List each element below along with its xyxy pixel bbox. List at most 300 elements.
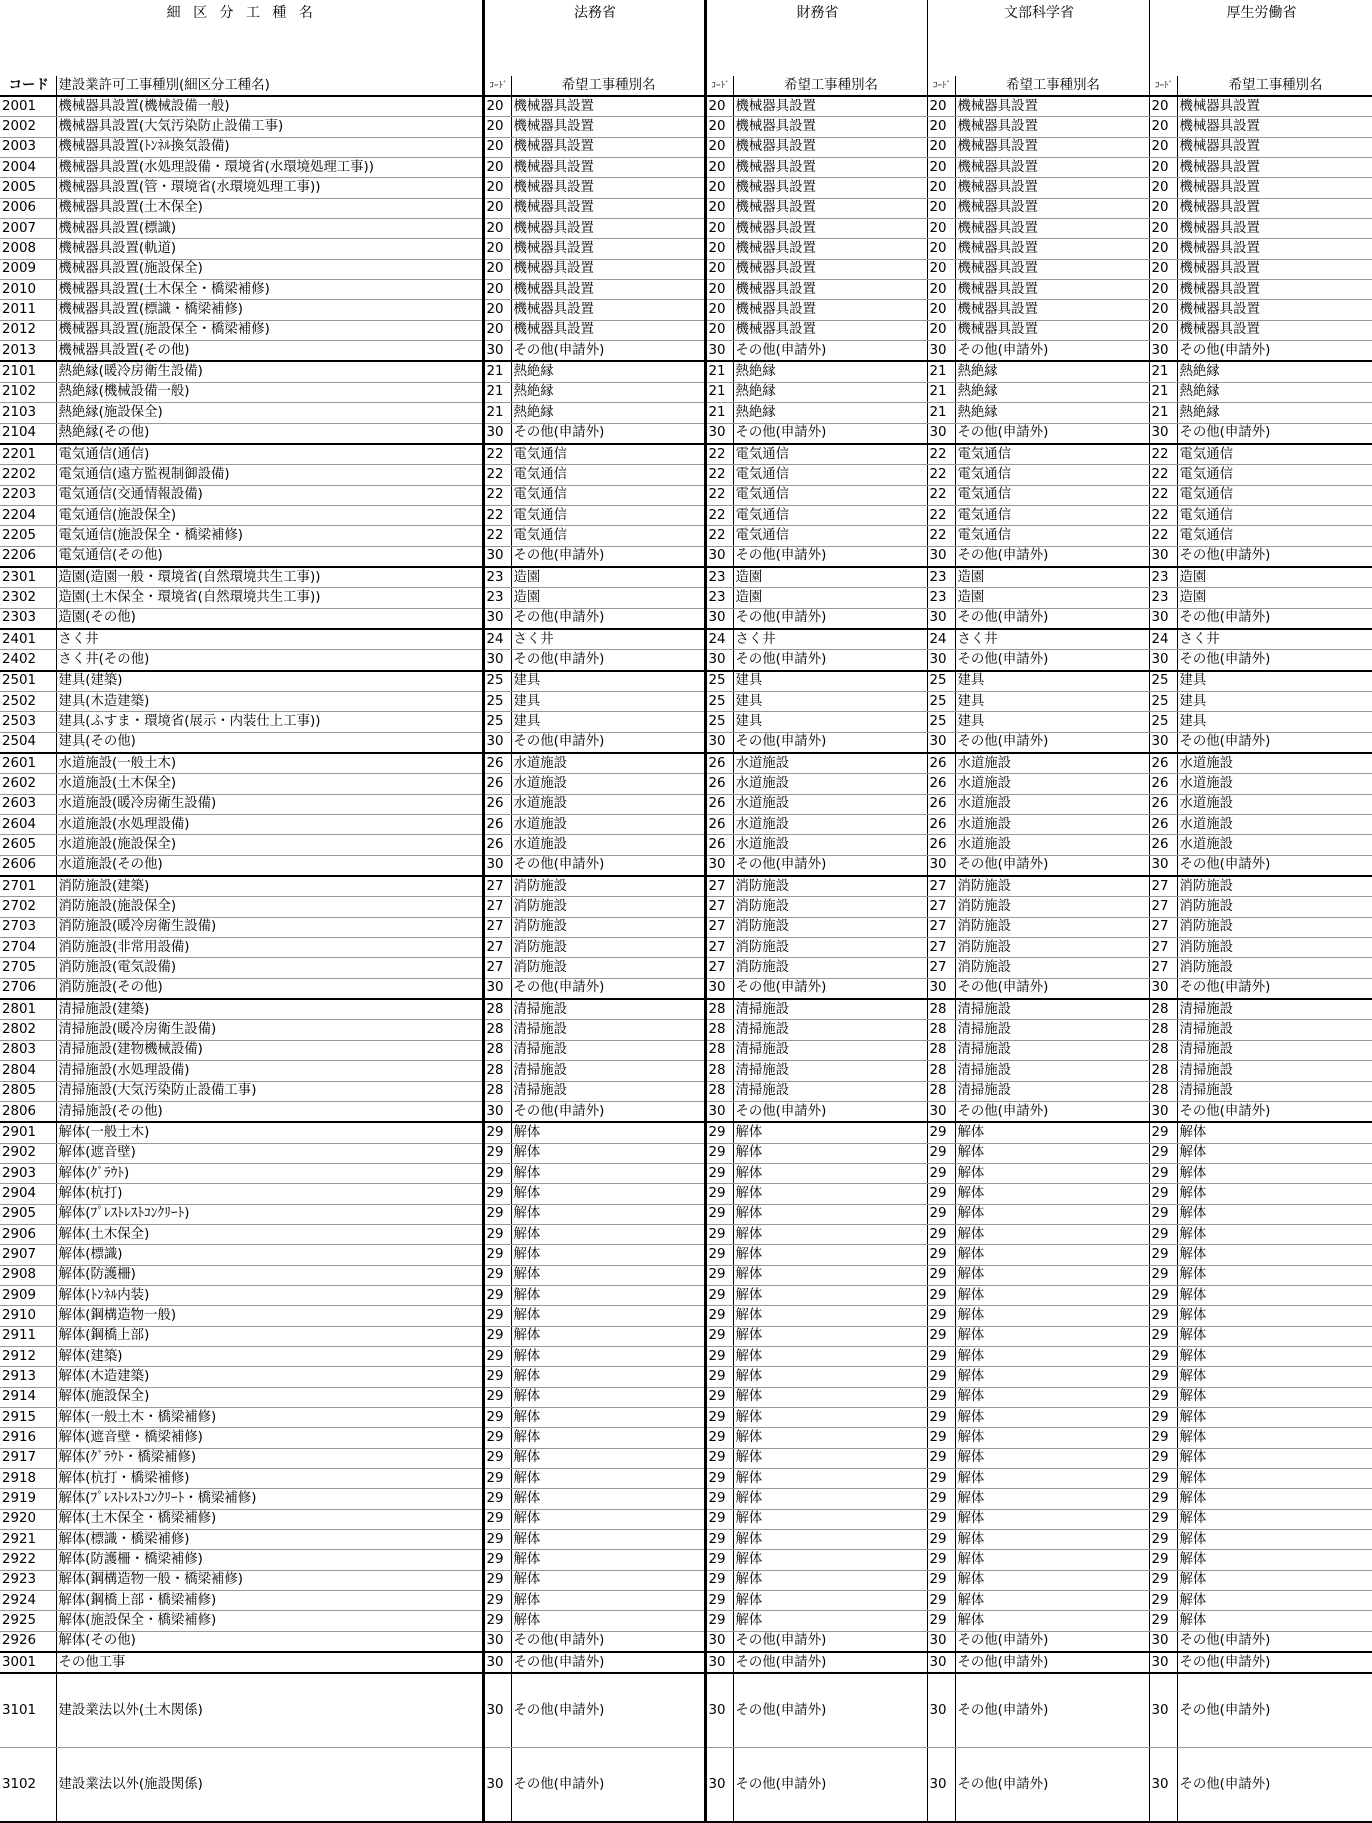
- row-kname: 解体: [955, 1163, 1149, 1183]
- row-code: 2302: [0, 588, 56, 608]
- row-kname: 造園: [733, 567, 927, 588]
- row-name: 清掃施設(暖冷房衛生設備): [56, 1020, 483, 1040]
- col-kname-header: 希望工事種別名: [1177, 76, 1372, 96]
- row-name: 建具(ふすま・環境省(展示・内装仕上工事)): [56, 712, 483, 732]
- row-kcode: 26: [927, 774, 955, 794]
- table-row: [0, 958, 1372, 978]
- table-row: [0, 753, 1372, 774]
- row-name: 機械器具設置(施設保全・橋梁補修): [56, 320, 483, 340]
- row-kcode: 20: [927, 239, 955, 259]
- row-name: 解体(ﾌﾟﾚｽﾄﾚｽﾄｺﾝｸﾘｰﾄ): [56, 1204, 483, 1224]
- row-kcode: 22: [705, 444, 733, 465]
- row-kcode: 29: [705, 1489, 733, 1509]
- row-kname: 建具: [511, 671, 705, 692]
- row-code: 2912: [0, 1346, 56, 1366]
- row-kcode: 29: [1149, 1204, 1177, 1224]
- row-kname: 解体: [733, 1489, 927, 1509]
- row-kcode: 29: [927, 1163, 955, 1183]
- row-kname: 熱絶縁: [733, 403, 927, 423]
- table-row: [0, 917, 1372, 937]
- row-kname: 機械器具設置: [511, 280, 705, 300]
- row-kname: 機械器具設置: [955, 137, 1149, 157]
- row-code: 2009: [0, 259, 56, 279]
- row-kname: 機械器具設置: [511, 198, 705, 218]
- row-kcode: 29: [1149, 1224, 1177, 1244]
- row-kname: その他(申請外): [955, 546, 1149, 567]
- ministry-header: 法務省: [483, 0, 705, 76]
- row-kcode: 27: [927, 917, 955, 937]
- row-kcode: 20: [927, 178, 955, 198]
- row-kname: 清掃施設: [1177, 999, 1372, 1020]
- row-name: 解体(施設保全): [56, 1387, 483, 1407]
- row-kcode: 29: [705, 1204, 733, 1224]
- table-row: [0, 117, 1372, 137]
- row-kname: 機械器具設置: [733, 239, 927, 259]
- row-kcode: 21: [705, 403, 733, 423]
- row-kcode: 27: [927, 958, 955, 978]
- row-kcode: 29: [483, 1428, 511, 1448]
- row-code: 2706: [0, 978, 56, 999]
- row-kcode: 20: [1149, 219, 1177, 239]
- row-code: 2917: [0, 1448, 56, 1468]
- row-kcode: 22: [927, 465, 955, 485]
- row-kname: 水道施設: [733, 753, 927, 774]
- row-kname: 機械器具設置: [511, 96, 705, 117]
- row-kname: 機械器具設置: [955, 158, 1149, 178]
- row-kcode: 30: [483, 608, 511, 629]
- row-kname: 熱絶縁: [511, 382, 705, 402]
- row-kcode: 29: [1149, 1285, 1177, 1305]
- row-kname: 水道施設: [1177, 753, 1372, 774]
- row-kname: 解体: [1177, 1611, 1372, 1631]
- row-name: 解体(鋼橋上部・橋梁補修): [56, 1591, 483, 1611]
- row-code: 2908: [0, 1265, 56, 1285]
- row-code: 2705: [0, 958, 56, 978]
- table-row: [0, 239, 1372, 259]
- row-kname: 解体: [511, 1509, 705, 1529]
- row-kname: 機械器具設置: [1177, 239, 1372, 259]
- row-kname: その他(申請外): [733, 650, 927, 671]
- row-code: 2902: [0, 1143, 56, 1163]
- row-name: 消防施設(その他): [56, 978, 483, 999]
- row-kname: その他(申請外): [1177, 732, 1372, 753]
- row-kname: 電気通信: [1177, 465, 1372, 485]
- table-row: [0, 629, 1372, 650]
- row-code: 2805: [0, 1081, 56, 1101]
- row-kcode: 30: [705, 423, 733, 444]
- row-kname: 機械器具設置: [1177, 178, 1372, 198]
- row-kcode: 28: [927, 1081, 955, 1101]
- table-row: [0, 567, 1372, 588]
- row-kname: 消防施設: [733, 897, 927, 917]
- row-kname: その他(申請外): [1177, 1101, 1372, 1122]
- row-kcode: 29: [483, 1224, 511, 1244]
- row-kcode: 23: [483, 567, 511, 588]
- row-kname: 電気通信: [733, 505, 927, 525]
- row-name: 消防施設(非常用設備): [56, 938, 483, 958]
- row-kcode: 28: [1149, 999, 1177, 1020]
- row-kcode: 27: [1149, 897, 1177, 917]
- row-kname: 機械器具設置: [955, 96, 1149, 117]
- row-name: 解体(鋼構造物一般): [56, 1306, 483, 1326]
- row-name: 機械器具設置(水処理設備・環境省(水環境処理工事)): [56, 158, 483, 178]
- row-kname: 建具: [1177, 712, 1372, 732]
- row-code: 2802: [0, 1020, 56, 1040]
- row-kcode: 29: [927, 1224, 955, 1244]
- row-kcode: 25: [483, 691, 511, 711]
- table-row: [0, 588, 1372, 608]
- col-kcode-header: ｺｰﾄﾞ: [1149, 76, 1177, 96]
- row-kcode: 30: [705, 732, 733, 753]
- row-kcode: 25: [927, 712, 955, 732]
- row-kcode: 29: [927, 1489, 955, 1509]
- table-row: [0, 137, 1372, 157]
- row-kcode: 29: [705, 1306, 733, 1326]
- row-kname: 解体: [511, 1306, 705, 1326]
- row-kcode: 29: [705, 1509, 733, 1529]
- row-kcode: 21: [483, 361, 511, 382]
- row-kname: 水道施設: [733, 835, 927, 855]
- row-kname: 解体: [733, 1408, 927, 1428]
- row-kname: 解体: [511, 1285, 705, 1305]
- row-kname: 解体: [955, 1509, 1149, 1529]
- row-kname: 機械器具設置: [511, 117, 705, 137]
- row-kcode: 29: [483, 1448, 511, 1468]
- row-code: 2603: [0, 794, 56, 814]
- table-row: [0, 178, 1372, 198]
- row-kname: その他(申請外): [511, 1101, 705, 1122]
- row-kcode: 21: [705, 382, 733, 402]
- row-code: 2602: [0, 774, 56, 794]
- row-kcode: 25: [705, 671, 733, 692]
- row-kname: 解体: [733, 1265, 927, 1285]
- row-kcode: 29: [1149, 1346, 1177, 1366]
- row-kcode: 26: [705, 774, 733, 794]
- row-code: 2301: [0, 567, 56, 588]
- table-row: [0, 855, 1372, 876]
- row-name: 電気通信(施設保全): [56, 505, 483, 525]
- row-kcode: 29: [927, 1367, 955, 1387]
- row-kname: 解体: [955, 1367, 1149, 1387]
- row-kname: 機械器具設置: [511, 178, 705, 198]
- row-name: 機械器具設置(標識): [56, 219, 483, 239]
- row-kname: 機械器具設置: [733, 280, 927, 300]
- row-kcode: 29: [705, 1163, 733, 1183]
- row-kcode: 20: [483, 320, 511, 340]
- table-row: [0, 1428, 1372, 1448]
- row-kcode: 20: [1149, 117, 1177, 137]
- row-kname: 消防施設: [511, 938, 705, 958]
- row-kcode: 30: [927, 608, 955, 629]
- row-kcode: 29: [483, 1163, 511, 1183]
- row-code: 2005: [0, 178, 56, 198]
- row-kcode: 25: [1149, 712, 1177, 732]
- row-kname: 清掃施設: [1177, 1040, 1372, 1060]
- row-kname: 水道施設: [733, 815, 927, 835]
- table-row: [0, 1346, 1372, 1366]
- row-kcode: 22: [705, 526, 733, 546]
- row-code: 2601: [0, 753, 56, 774]
- row-name: 解体(一般土木・橋梁補修): [56, 1408, 483, 1428]
- row-kcode: 29: [927, 1408, 955, 1428]
- row-kcode: 30: [483, 1101, 511, 1122]
- row-kcode: 30: [927, 1652, 955, 1673]
- row-code: 2910: [0, 1306, 56, 1326]
- row-kname: 電気通信: [733, 465, 927, 485]
- row-kname: 解体: [733, 1367, 927, 1387]
- row-kname: 熱絶縁: [955, 361, 1149, 382]
- table-row: [0, 835, 1372, 855]
- row-kname: 熱絶縁: [955, 403, 1149, 423]
- row-kcode: 22: [927, 526, 955, 546]
- row-name: 電気通信(交通情報設備): [56, 485, 483, 505]
- row-kcode: 30: [1149, 1652, 1177, 1673]
- header-row: [0, 0, 1372, 76]
- table-row: [0, 1163, 1372, 1183]
- row-kcode: 20: [483, 158, 511, 178]
- row-kname: 解体: [733, 1550, 927, 1570]
- row-kcode: 29: [705, 1346, 733, 1366]
- row-kcode: 28: [927, 1020, 955, 1040]
- row-kcode: 28: [927, 999, 955, 1020]
- row-kcode: 30: [483, 1673, 511, 1748]
- row-name: 機械器具設置(軌道): [56, 239, 483, 259]
- row-kcode: 29: [705, 1285, 733, 1305]
- row-kname: 建具: [955, 691, 1149, 711]
- row-kname: 解体: [511, 1611, 705, 1631]
- row-kname: 清掃施設: [955, 1040, 1149, 1060]
- row-kname: 消防施設: [733, 876, 927, 897]
- row-kname: 電気通信: [733, 444, 927, 465]
- row-name: さく井: [56, 629, 483, 650]
- table-row: [0, 1469, 1372, 1489]
- row-kname: 清掃施設: [1177, 1081, 1372, 1101]
- row-kname: その他(申請外): [955, 732, 1149, 753]
- row-kcode: 22: [927, 505, 955, 525]
- row-kcode: 20: [705, 158, 733, 178]
- table-row: [0, 485, 1372, 505]
- row-code: 2916: [0, 1428, 56, 1448]
- row-kname: 機械器具設置: [733, 219, 927, 239]
- row-kname: 機械器具設置: [955, 239, 1149, 259]
- row-name: 解体(施設保全・橋梁補修): [56, 1611, 483, 1631]
- row-kcode: 30: [927, 1101, 955, 1122]
- row-kcode: 20: [483, 219, 511, 239]
- row-kcode: 25: [927, 691, 955, 711]
- row-kcode: 22: [483, 485, 511, 505]
- row-kname: 造園: [1177, 567, 1372, 588]
- row-kname: 機械器具設置: [1177, 259, 1372, 279]
- row-kname: 消防施設: [511, 876, 705, 897]
- table-row: [0, 876, 1372, 897]
- row-kname: 造園: [955, 588, 1149, 608]
- row-kname: 造園: [511, 567, 705, 588]
- row-kcode: 29: [483, 1184, 511, 1204]
- row-kcode: 29: [705, 1591, 733, 1611]
- row-kcode: 30: [927, 1673, 955, 1748]
- table-row: [0, 1061, 1372, 1081]
- row-kcode: 29: [705, 1245, 733, 1265]
- table-row: [0, 444, 1372, 465]
- row-kname: さく井: [733, 629, 927, 650]
- row-kname: 解体: [955, 1591, 1149, 1611]
- table-row: [0, 1652, 1372, 1673]
- row-kname: 解体: [733, 1428, 927, 1448]
- row-kname: 解体: [1177, 1509, 1372, 1529]
- row-kname: 建具: [511, 691, 705, 711]
- row-kcode: 30: [927, 546, 955, 567]
- row-kcode: 28: [1149, 1040, 1177, 1060]
- row-kcode: 20: [1149, 300, 1177, 320]
- row-kname: 電気通信: [1177, 444, 1372, 465]
- row-kcode: 20: [705, 137, 733, 157]
- row-kcode: 29: [705, 1550, 733, 1570]
- row-kcode: 30: [705, 978, 733, 999]
- row-kname: 電気通信: [511, 465, 705, 485]
- row-kname: 電気通信: [511, 526, 705, 546]
- row-kcode: 26: [927, 753, 955, 774]
- row-kcode: 29: [927, 1387, 955, 1407]
- col-kcode-header: ｺｰﾄﾞ: [927, 76, 955, 96]
- row-kcode: 22: [1149, 505, 1177, 525]
- table-row: [0, 978, 1372, 999]
- row-kname: 解体: [511, 1489, 705, 1509]
- row-kcode: 30: [483, 546, 511, 567]
- row-kname: 解体: [955, 1265, 1149, 1285]
- row-kcode: 30: [705, 1101, 733, 1122]
- row-kname: 機械器具設置: [511, 320, 705, 340]
- row-kname: 解体: [733, 1285, 927, 1305]
- row-code: 2001: [0, 96, 56, 117]
- row-kname: その他(申請外): [1177, 650, 1372, 671]
- row-kcode: 27: [483, 938, 511, 958]
- row-kname: 機械器具設置: [511, 137, 705, 157]
- row-kcode: 22: [705, 485, 733, 505]
- row-code: 2922: [0, 1550, 56, 1570]
- row-kname: その他(申請外): [511, 1673, 705, 1748]
- row-code: 2703: [0, 917, 56, 937]
- row-kname: 解体: [511, 1550, 705, 1570]
- row-kname: 解体: [1177, 1367, 1372, 1387]
- col-name-header: 建設業許可工事種別(細区分工種名): [56, 76, 483, 96]
- row-kcode: 30: [1149, 423, 1177, 444]
- row-kname: 機械器具設置: [733, 178, 927, 198]
- table-row: [0, 1570, 1372, 1590]
- row-kcode: 26: [1149, 835, 1177, 855]
- row-kcode: 29: [705, 1184, 733, 1204]
- row-kname: 水道施設: [1177, 774, 1372, 794]
- row-kcode: 28: [927, 1061, 955, 1081]
- row-kname: 解体: [733, 1387, 927, 1407]
- row-kcode: 20: [1149, 280, 1177, 300]
- row-kname: 熱絶縁: [511, 403, 705, 423]
- row-kcode: 29: [483, 1346, 511, 1366]
- row-kname: 解体: [511, 1122, 705, 1143]
- row-kname: 解体: [955, 1306, 1149, 1326]
- row-code: 3102: [0, 1748, 56, 1823]
- row-kcode: 30: [927, 341, 955, 362]
- row-kcode: 28: [483, 1020, 511, 1040]
- row-kname: その他(申請外): [1177, 546, 1372, 567]
- row-kname: 造園: [733, 588, 927, 608]
- row-kname: 消防施設: [511, 958, 705, 978]
- row-kname: 解体: [511, 1367, 705, 1387]
- row-code: 2906: [0, 1224, 56, 1244]
- row-kname: 解体: [1177, 1143, 1372, 1163]
- row-kcode: 30: [927, 650, 955, 671]
- row-kcode: 20: [483, 280, 511, 300]
- row-kcode: 21: [1149, 382, 1177, 402]
- row-kcode: 27: [927, 938, 955, 958]
- row-kname: 解体: [955, 1408, 1149, 1428]
- row-kname: その他(申請外): [1177, 855, 1372, 876]
- row-code: 2701: [0, 876, 56, 897]
- row-kcode: 26: [1149, 815, 1177, 835]
- row-kname: その他(申請外): [733, 1101, 927, 1122]
- row-code: 2012: [0, 320, 56, 340]
- row-kcode: 30: [483, 1631, 511, 1652]
- row-kname: 解体: [511, 1265, 705, 1285]
- row-code: 2605: [0, 835, 56, 855]
- row-kname: 消防施設: [955, 917, 1149, 937]
- row-name: 機械器具設置(標識・橋梁補修): [56, 300, 483, 320]
- ministry-header: 財務省: [705, 0, 927, 76]
- row-kname: 解体: [1177, 1550, 1372, 1570]
- col-kname-header: 希望工事種別名: [733, 76, 927, 96]
- row-kcode: 30: [483, 341, 511, 362]
- row-kcode: 29: [927, 1265, 955, 1285]
- row-kname: 機械器具設置: [955, 259, 1149, 279]
- row-kname: 解体: [1177, 1428, 1372, 1448]
- table-row: [0, 650, 1372, 671]
- row-code: 2011: [0, 300, 56, 320]
- row-kcode: 26: [483, 794, 511, 814]
- row-kname: 解体: [733, 1224, 927, 1244]
- row-kname: 機械器具設置: [1177, 117, 1372, 137]
- row-name: 解体(遮音壁): [56, 1143, 483, 1163]
- row-name: 解体(一般土木): [56, 1122, 483, 1143]
- row-name: 造園(造園一般・環境省(自然環境共生工事)): [56, 567, 483, 588]
- table-row: [0, 546, 1372, 567]
- row-kname: 電気通信: [733, 526, 927, 546]
- row-kcode: 29: [705, 1387, 733, 1407]
- row-kname: 解体: [955, 1428, 1149, 1448]
- row-kcode: 29: [1149, 1367, 1177, 1387]
- row-kcode: 20: [705, 300, 733, 320]
- row-kcode: 29: [927, 1184, 955, 1204]
- row-kcode: 21: [1149, 361, 1177, 382]
- table-row: [0, 1387, 1372, 1407]
- row-kcode: 20: [705, 117, 733, 137]
- row-kname: 建具: [733, 671, 927, 692]
- row-kname: 解体: [955, 1285, 1149, 1305]
- row-kname: 機械器具設置: [1177, 280, 1372, 300]
- row-code: 2911: [0, 1326, 56, 1346]
- row-kcode: 26: [705, 753, 733, 774]
- row-kcode: 29: [927, 1448, 955, 1468]
- row-kcode: 29: [1149, 1611, 1177, 1631]
- row-kcode: 28: [483, 999, 511, 1020]
- row-kname: その他(申請外): [511, 650, 705, 671]
- table-row: [0, 608, 1372, 629]
- row-name: 解体(ｸﾞﾗｳﾄ・橋梁補修): [56, 1448, 483, 1468]
- col-kname-header: 希望工事種別名: [511, 76, 705, 96]
- row-kcode: 20: [483, 96, 511, 117]
- row-kname: 解体: [511, 1408, 705, 1428]
- row-kcode: 22: [927, 485, 955, 505]
- row-kname: 電気通信: [955, 444, 1149, 465]
- row-kname: 解体: [733, 1509, 927, 1529]
